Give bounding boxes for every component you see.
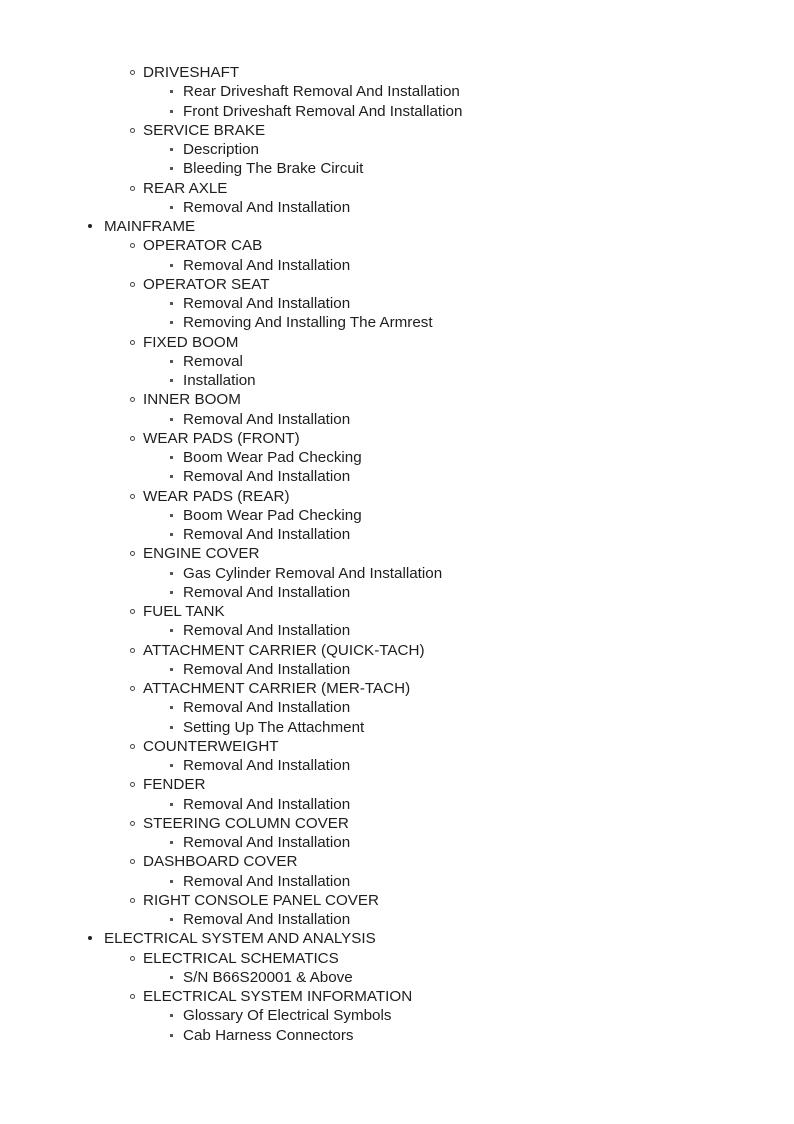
toc-subsection-label: WEAR PADS (REAR) xyxy=(143,487,290,505)
toc-entry-row[interactable] xyxy=(0,198,794,217)
toc-entry-label: Removal And Installation xyxy=(183,699,351,717)
toc-entry-row[interactable] xyxy=(0,506,794,525)
toc-entry-label: Setting Up The Attachment xyxy=(183,718,365,736)
toc-subsection-label: ELECTRICAL SCHEMATICS xyxy=(143,949,339,967)
table-of-contents xyxy=(0,63,794,1045)
toc-subsection-row[interactable] xyxy=(0,179,794,198)
toc-entry-label: Removal And Installation xyxy=(183,660,351,678)
toc-subsection-label: DASHBOARD COVER xyxy=(143,853,298,871)
toc-subsection-row[interactable] xyxy=(0,544,794,563)
toc-subsection-label: OPERATOR CAB xyxy=(143,237,263,255)
toc-subsection-label: INNER BOOM xyxy=(143,391,241,409)
toc-entry-row[interactable] xyxy=(0,159,794,178)
toc-entry-label: S/N B66S20001 & Above xyxy=(183,968,353,986)
toc-entry-row[interactable] xyxy=(0,583,794,602)
toc-entry-row[interactable] xyxy=(0,698,794,717)
toc-entry-label: Removal And Installation xyxy=(183,256,351,274)
toc-entry-label: Description xyxy=(183,141,259,158)
toc-subsection-row[interactable] xyxy=(0,63,794,82)
toc-subsection-label: FUEL TANK xyxy=(143,603,225,620)
toc-subsection-row[interactable] xyxy=(0,852,794,871)
toc-subsection-row[interactable] xyxy=(0,236,794,255)
toc-subsection-row[interactable] xyxy=(0,891,794,910)
toc-entry-row[interactable] xyxy=(0,82,794,101)
toc-subsection-row[interactable] xyxy=(0,487,794,506)
toc-entry-row[interactable] xyxy=(0,448,794,467)
toc-subsection-label: REAR AXLE xyxy=(143,179,228,197)
toc-subsection-row[interactable] xyxy=(0,390,794,409)
toc-entry-row[interactable] xyxy=(0,910,794,929)
toc-entry-label: Removal And Installation xyxy=(183,911,351,928)
toc-entry-row[interactable] xyxy=(0,660,794,679)
toc-section-row[interactable] xyxy=(0,929,794,948)
toc-entry-label: Removal xyxy=(183,352,243,370)
toc-entry-label: Removal And Installation xyxy=(183,757,351,774)
toc-subsection-row[interactable] xyxy=(0,814,794,833)
toc-entry-label: Removal And Installation xyxy=(183,795,351,813)
toc-entry-label: Boom Wear Pad Checking xyxy=(183,449,362,466)
toc-subsection-row[interactable] xyxy=(0,121,794,140)
toc-entry-label: Removal And Installation xyxy=(183,583,351,601)
toc-subsection-label: ATTACHMENT CARRIER (MER-TACH) xyxy=(143,680,411,697)
toc-entry-label: Glossary Of Electrical Symbols xyxy=(183,1007,392,1025)
toc-subsection-label: ELECTRICAL SYSTEM INFORMATION xyxy=(143,988,413,1005)
toc-subsection-label: ATTACHMENT CARRIER (QUICK-TACH) xyxy=(143,641,425,659)
toc-entry-label: Removal And Installation xyxy=(183,834,351,851)
toc-entry-row[interactable] xyxy=(0,1006,794,1025)
toc-subsection-label: WEAR PADS (FRONT) xyxy=(143,429,300,447)
toc-entry-row[interactable] xyxy=(0,564,794,583)
toc-entry-label: Bleeding The Brake Circuit xyxy=(183,160,364,178)
toc-entry-row[interactable] xyxy=(0,410,794,429)
toc-entry-row[interactable] xyxy=(0,795,794,814)
toc-entry-label: Installation xyxy=(183,372,256,389)
toc-subsection-label: FIXED BOOM xyxy=(143,333,239,351)
toc-entry-row[interactable] xyxy=(0,718,794,737)
toc-entry-row[interactable] xyxy=(0,1026,794,1045)
toc-subsection-label: SERVICE BRAKE xyxy=(143,121,266,139)
toc-entry-label: Boom Wear Pad Checking xyxy=(183,506,362,524)
toc-entry-row[interactable] xyxy=(0,833,794,852)
toc-subsection-label: COUNTERWEIGHT xyxy=(143,737,279,755)
toc-subsection-label: OPERATOR SEAT xyxy=(143,275,270,293)
toc-entry-label: Rear Driveshaft Removal And Installation xyxy=(183,83,460,101)
toc-entry-label: Gas Cylinder Removal And Installation xyxy=(183,564,443,582)
toc-entry-label: Removal And Installation xyxy=(183,526,351,543)
toc-subsection-row[interactable] xyxy=(0,429,794,448)
toc-subsection-row[interactable] xyxy=(0,275,794,294)
toc-subsection-row[interactable] xyxy=(0,775,794,794)
toc-entry-label: Removal And Installation xyxy=(183,872,351,890)
toc-entry-row[interactable] xyxy=(0,313,794,332)
toc-subsection-row[interactable] xyxy=(0,602,794,621)
toc-entry-row[interactable] xyxy=(0,872,794,891)
toc-entry-label: Removal And Installation xyxy=(183,410,351,428)
toc-entry-row[interactable] xyxy=(0,140,794,159)
toc-subsection-label: ENGINE COVER xyxy=(143,545,260,563)
toc-entry-label: Cab Harness Connectors xyxy=(183,1026,354,1044)
toc-entry-row[interactable] xyxy=(0,294,794,313)
toc-entry-row[interactable] xyxy=(0,467,794,486)
toc-entry-label: Removal And Installation xyxy=(183,198,351,216)
toc-entry-label: Removal And Installation xyxy=(183,622,351,640)
toc-subsection-row[interactable] xyxy=(0,679,794,698)
toc-entry-row[interactable] xyxy=(0,968,794,987)
toc-entry-row[interactable] xyxy=(0,756,794,775)
toc-entry-label: Front Driveshaft Removal And Installation xyxy=(183,102,463,120)
toc-entry-row[interactable] xyxy=(0,525,794,544)
toc-subsection-row[interactable] xyxy=(0,737,794,756)
toc-subsection-label: DRIVESHAFT xyxy=(143,64,240,81)
toc-section-label: ELECTRICAL SYSTEM AND ANALYSIS xyxy=(104,930,376,948)
toc-entry-label: Removing And Installing The Armrest xyxy=(183,314,433,332)
toc-subsection-row[interactable] xyxy=(0,949,794,968)
toc-entry-row[interactable] xyxy=(0,371,794,390)
toc-section-label: MAINFRAME xyxy=(104,218,196,235)
toc-subsection-row[interactable] xyxy=(0,987,794,1006)
toc-section-row[interactable] xyxy=(0,217,794,236)
toc-subsection-row[interactable] xyxy=(0,641,794,660)
toc-subsection-label: FENDER xyxy=(143,776,206,794)
toc-entry-label: Removal And Installation xyxy=(183,468,351,486)
toc-entry-row[interactable] xyxy=(0,621,794,640)
toc-entry-label: Removal And Installation xyxy=(183,295,351,312)
toc-subsection-label: STEERING COLUMN COVER xyxy=(143,814,349,832)
toc-subsection-row[interactable] xyxy=(0,333,794,352)
toc-entry-row[interactable] xyxy=(0,102,794,121)
toc-entry-row[interactable] xyxy=(0,352,794,371)
toc-subsection-label: RIGHT CONSOLE PANEL COVER xyxy=(143,891,380,909)
toc-entry-row[interactable] xyxy=(0,256,794,275)
